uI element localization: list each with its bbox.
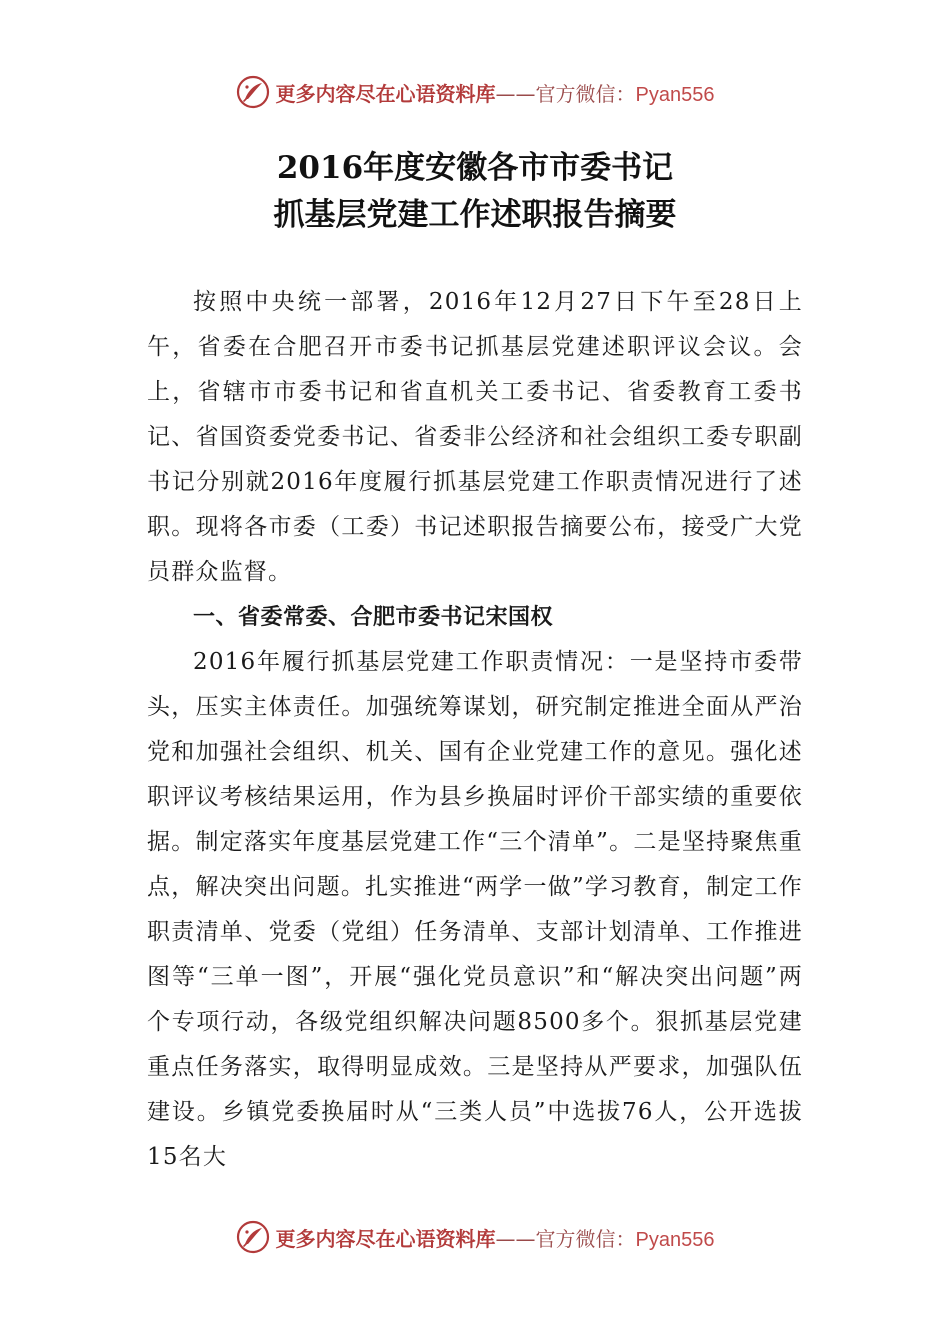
watermark-official-label: 官方微信：	[535, 1226, 636, 1251]
watermark-text	[276, 1223, 715, 1252]
watermark-official-label: 官方微信：	[535, 81, 636, 106]
watermark-text	[276, 78, 715, 107]
watermark-separator: ——	[495, 1226, 536, 1251]
intro-paragraph: 按照中央统一部署，2016年12月27日下午至28日上午，省委在合肥召开市委书记抓基层党建述职评议会议。会上，省辖市市委书记和省直机关工委书记、省委教育工委书记、省国资委党委书记、省委非公经济和社会组织工委专职副书记分别就2016年度履行抓基层党建工作职责情况进行了述职。现将各市委（工委）书记述职报告摘要公布，接受广大党员群众监督。	[147, 289, 803, 585]
watermark-handle: Pyan556	[635, 83, 715, 106]
pen-logo-icon	[236, 75, 270, 109]
section-heading: 一、省委常委、合肥市委书记宋国权	[193, 605, 554, 630]
pen-logo-icon	[236, 1220, 270, 1254]
title-line-1: 2016年度安徽各市市委书记	[276, 150, 674, 186]
watermark-brand: 更多内容尽在心语资料库	[275, 1226, 496, 1251]
watermark-banner-bottom	[0, 1217, 950, 1257]
document-title	[0, 145, 950, 239]
watermark-brand: 更多内容尽在心语资料库	[275, 81, 496, 106]
watermark-banner-top	[0, 72, 950, 112]
watermark-handle: Pyan556	[635, 1228, 715, 1251]
title-line-2: 抓基层党建工作述职报告摘要	[273, 197, 677, 233]
section-paragraph: 2016年履行抓基层党建工作职责情况：一是坚持市委带头，压实主体责任。加强统筹谋划，研究制定推进全面从严治党和加强社会组织、机关、国有企业党建工作的意见。强化述职评议考核结果运用，作为县乡换届时评价干部实绩的重要依据。制定落实年度基层党建工作“三个清单”。二是坚持聚焦重点，解决突出问题。扎实推进“两学一做”学习教育，制定工作职责清单、党委（党组）任务清单、支部计划清单、工作推进图等“三单一图”，开展“强化党员意识”和“解决突出问题”两个专项行动，各级党组织解决问题8500多个。狠抓基层党建重点任务落实，取得明显成效。三是坚持从严要求，加强队伍建设。乡镇党委换届时从“三类人员”中选拔76人，公开选拔15名大	[147, 649, 803, 1170]
watermark-separator: ——	[495, 81, 536, 106]
document-body	[147, 280, 803, 1180]
